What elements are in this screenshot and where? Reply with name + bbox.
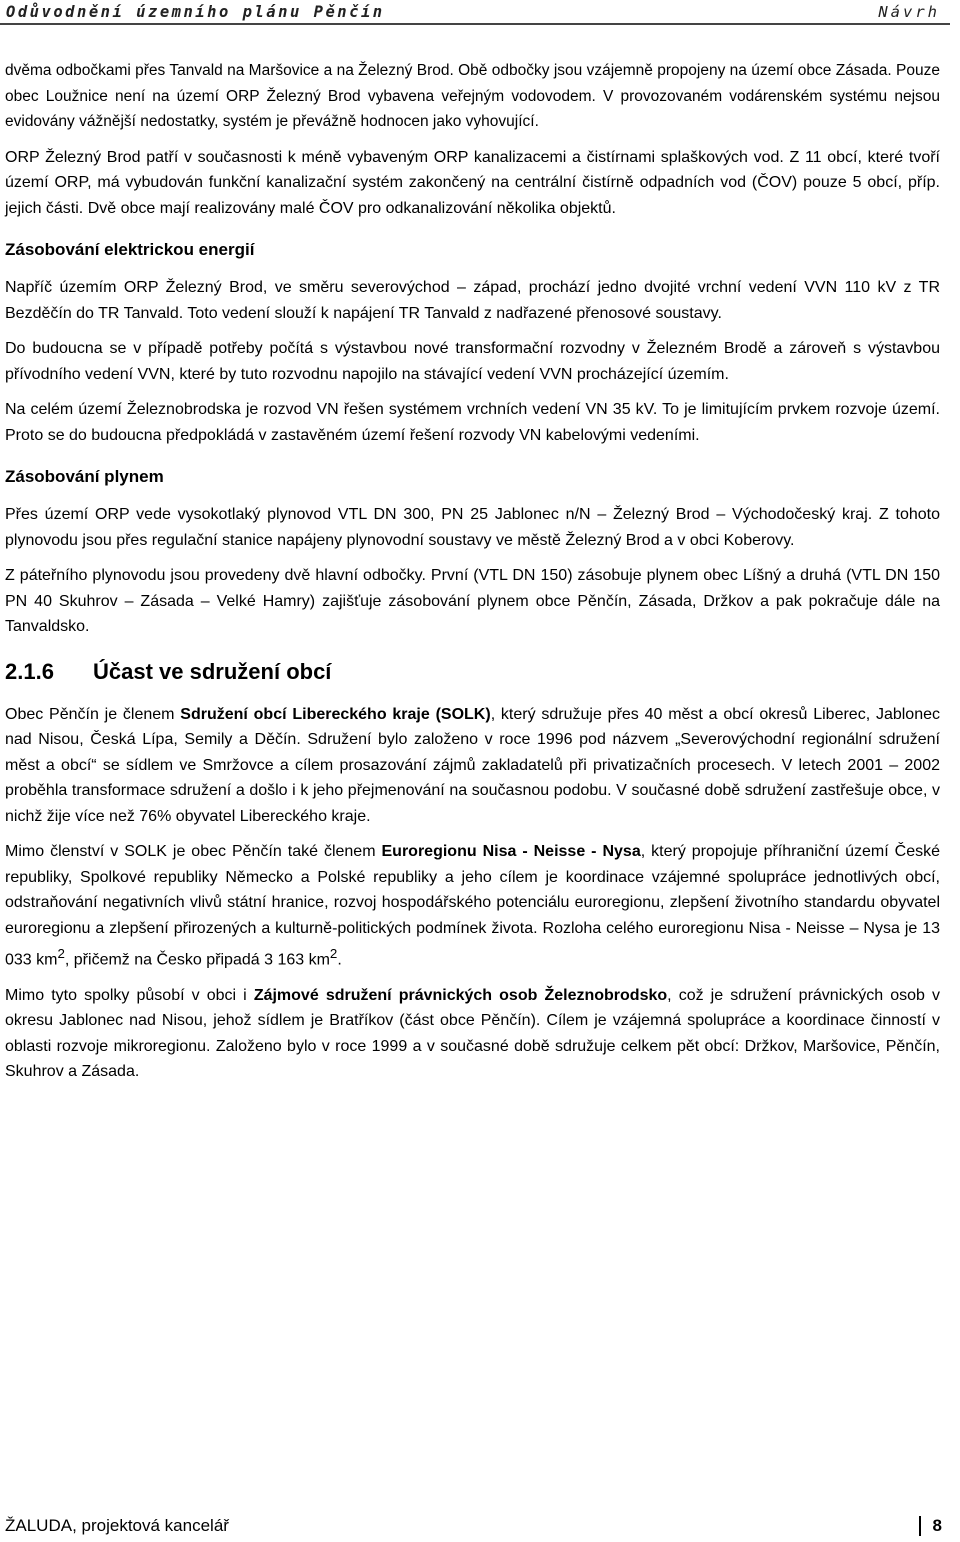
paragraph-electricity-1: Napříč územím ORP Železný Brod, ve směru severovýchod – západ, prochází jedno dvojité vrchní vedení VVN 110 kV z TR Bezděčín do TR Tanvald. Toto vedení slouží k napájení TR Tanvald z nadřazené přenosové soustavy. [5, 279, 940, 322]
page-header [0, 0, 950, 25]
document-status: Návrh [878, 2, 940, 21]
paragraph-zspo: Mimo tyto spolky působí v obci i Zájmové sdružení právnických osob Železnobrodsko, což je sdružení právnických osob v okresu Jablonec nad Nisou, jehož sídlem je Bratříkov (část obce Pěnčín). Cílem je vzájemná spolupráce a koordinace činností v oblasti rozvoje mikroregionu. Založeno bylo v roce 1999 a v současné době sdružuje celkem pět obcí: Držkov, Maršovice, Pěnčín, Skuhrov a Zásada. [5, 986, 941, 1081]
heading-gas: Zásobování plynem [5, 467, 164, 486]
footer-company: ŽALUDA, projektová kancelář [5, 1516, 229, 1535]
heading-electricity: Zásobování elektrickou energií [5, 240, 255, 259]
paragraph-electricity-2: Do budoucna se v případě potřeby počítá s výstavbou nové transformační rozvodny v Železném Brodě a zároveň s výstavbou přívodního vedení VVN, které by tuto rozvodnu napojilo na stávající vedení VVN procházející územím. [5, 340, 940, 383]
section-heading [5, 658, 940, 686]
paragraph-gas-2: Z páteřního plynovodu jsou provedeny dvě hlavní odbočky. První (VTL DN 150) zásobuje plynem obec Líšný a druhá (VTL DN 150 PN 40 Skuhrov – Zásada – Velké Hamry) zajišťuje zásobování plynem obce Pěnčín, Zásada, Držkov a pak pokračuje dále na Tanvaldsko. [5, 567, 940, 635]
document-body [5, 58, 940, 1095]
section-title: Účast ve sdružení obcí [93, 658, 332, 684]
paragraph-solk: Obec Pěnčín je členem Sdružení obcí Libereckého kraje (SOLK), který sdružuje přes 40 měst a obcí okresů Liberec, Jablonec nad Nisou, Česká Lípa, Semily a Děčín. Sdružení bylo založeno v roce 1996 pod názvem „Severovýchodní regionální sdružení měst a obcí“ se sídlem ve Smržovce a cílem prosazování zájmů zakladatelů při privatizačních procesech. V letech 2001 – 2002 proběhla transformace sdružení a došlo i k jeho přejmenování na současnou podobu. V současné době sdružení zastřešuje obce, v nichž žije více než 76% obyvatel Libereckého kraje. [5, 705, 941, 825]
euroregion-name: Euroregionu Nisa - Neisse - Nysa [381, 843, 641, 860]
document-title: Odůvodnění územního plánu Pěnčín [6, 2, 385, 21]
section-number: 2.1.6 [5, 658, 54, 684]
page-number: 8 [919, 1516, 942, 1536]
paragraph-euroregion: Mimo členství v SOLK je obec Pěnčín také členem Euroregionu Nisa - Neisse - Nysa, který propojuje příhraniční území České republiky, Spolkové republiky Německo a Polské republiky a jeho cílem je koordinace vzájemné spolupráce jednotlivých obcí, odstraňování negativních vlivů státní hranice, rozvoj hospodářského potenciálu euroregionu, zlepšení životního standardu obyvatel euroregionu a zlepšení přirozených a kulturně-politických podmínek života. Rozloha celého euroregionu Nisa - Neisse – Nysa je 13 033 $km^2$, přičemž na Česko připadá 3 163 $km^2$. [5, 843, 941, 969]
paragraph-water-supply: dvěma odbočkami přes Tanvald na Maršovice a na Železný Brod. Obě odbočky jsou vzájemně propojeny na území obce Zásada. Pouze obec Loužnice není na území ORP Železný Brod vybavena veřejným vodovodem. V provozovaném vodárenském systému nejsou evidovány vážnější nedostatky, systém je převážně hodnocen jako vyhovující. [5, 62, 940, 130]
paragraph-sewerage: ORP Železný Brod patří v současnosti k méně vybaveným ORP kanalizacemi a čistírnami splaškových vod. Z 11 obcí, které tvoří území ORP, má vybudován funkční kanalizační systém zakončený na centrální čistírně odpadních vod (ČOV) pouze 5 obcí, příp. jejich části. Dvě obce mají realizovány malé ČOV pro odkanalizování několika objektů. [5, 148, 940, 217]
page-footer [5, 1516, 942, 1536]
paragraph-gas-1: Přes území ORP vede vysokotlaký plynovod VTL DN 300, PN 25 Jablonec n/N – Železný Brod – Východočeský kraj. Z tohoto plynovodu jsou přes regulační stanice napájeny plynovodní soustavy ve městě Železný Brod a v obci Koberovy. [5, 506, 940, 549]
paragraph-electricity-3: Na celém území Železnobrodska je rozvod VN řešen systémem vrchních vedení VN 35 kV. To je limitujícím prvkem rozvoje území. Proto se do budoucna předpokládá v zastavěném území řešení rozvody VN kabelovými vedeními. [5, 401, 940, 444]
solk-name: Sdružení obcí Libereckého kraje (SOLK) [180, 705, 491, 723]
zspo-name: Zájmové sdružení právnických osob Železnobrodsko [253, 986, 668, 1004]
